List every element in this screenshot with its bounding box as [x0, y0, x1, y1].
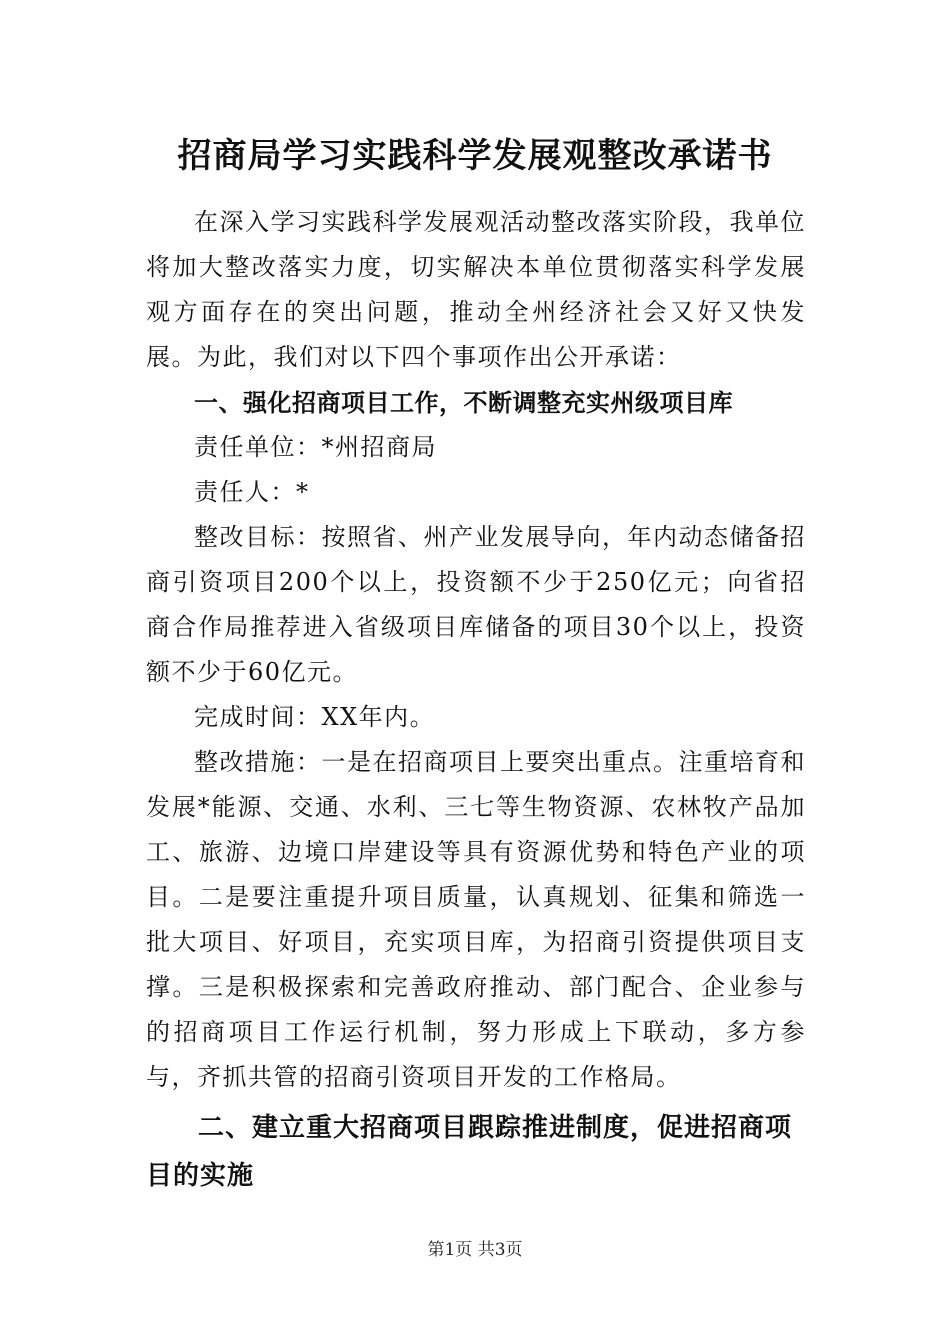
rectification-measures: 整改措施：一是在招商项目上要突出重点。注重培育和发展*能源、交通、水利、三七等生物资源、农林牧产品加工、旅游、边境口岸建设等具有资源优势和特色产业的项目。二是要注重提升项目质量，认真规划、征集和筛选一批大项目、好项目，充实项目库，为招商引资提供项目支撑。三是积极探索和完善政府推动、部门配合、企业参与的招商项目工作运行机制，努力形成上下联动，多方参与，齐抓共管的招商引资项目开发的工作格局。: [146, 748, 806, 1091]
document-title: 招商局学习实践科学发展观整改承诺书: [177, 136, 773, 176]
document-body: [146, 200, 806, 1200]
completion-time: 完成时间：XX年内。: [194, 703, 436, 731]
responsible-person: 责任人：*: [194, 478, 310, 506]
section-1-heading: 一、强化招商项目工作，不断调整充实州级项目库: [194, 388, 733, 417]
page-footer: 第1页 共3页: [427, 1240, 523, 1260]
intro-paragraph: 在深入学习实践科学发展观活动整改落实阶段，我单位将加大整改落实力度，切实解决本单位贯彻落实科学发展观方面存在的突出问题，推动全州经济社会又好又快发展。为此，我们对以下四个事项作出公开承诺：: [146, 208, 806, 371]
rectification-goal: 整改目标：按照省、州产业发展导向，年内动态储备招商引资项目200个以上，投资额不少于250亿元；向省招商合作局推荐进入省级项目库储备的项目30个以上，投资额不少于60亿元。: [146, 523, 806, 686]
responsible-unit: 责任单位：*州招商局: [194, 433, 437, 461]
section-2-heading: 二、建立重大招商项目跟踪推进制度，促进招商项目的实施: [146, 1113, 793, 1191]
